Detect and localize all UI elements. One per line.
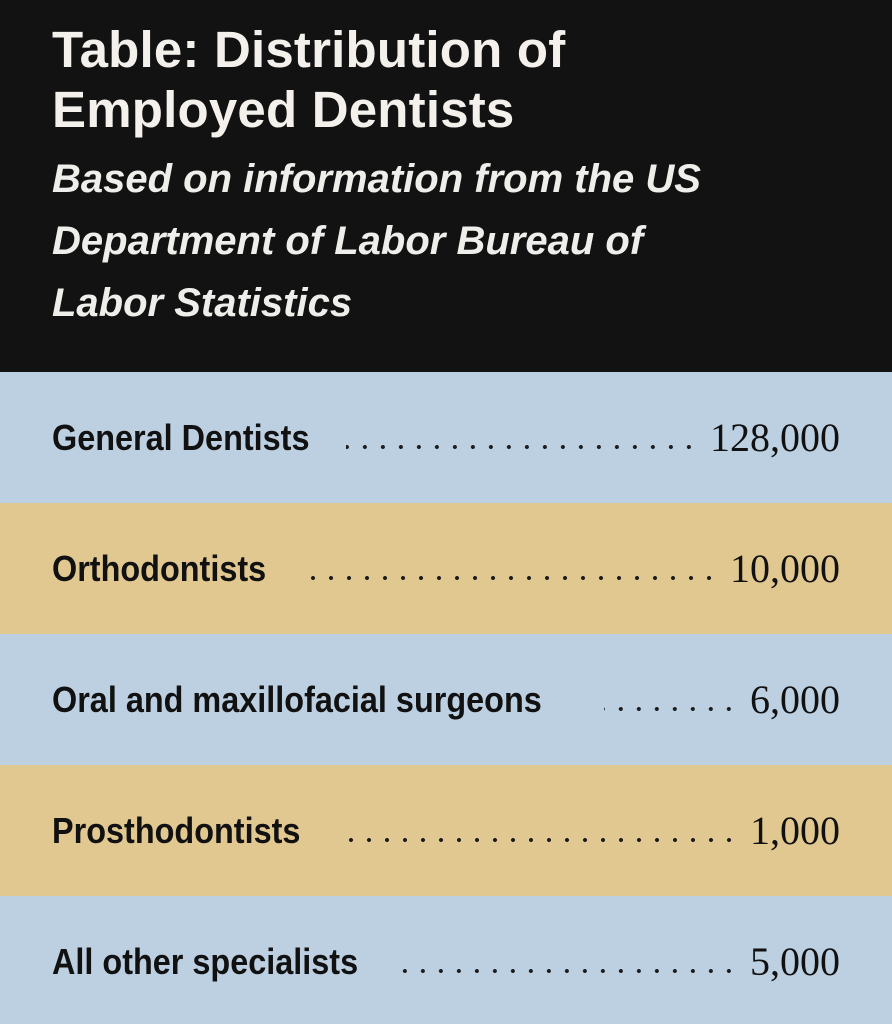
table-header — [0, 0, 892, 372]
dot-leader — [336, 836, 738, 844]
table-rows — [0, 372, 892, 1024]
row-value: 128,000 — [710, 415, 840, 460]
table-row-prosthodontists — [0, 765, 892, 896]
row-label: Orthodontists — [52, 547, 267, 589]
table-row-orthodontists — [0, 503, 892, 634]
table-row-general-dentists — [0, 372, 892, 503]
row-label: Oral and maxillofacial surgeons — [52, 678, 542, 720]
row-value: 6,000 — [750, 677, 840, 722]
table-row-other-specialists — [0, 896, 892, 1024]
row-label: General Dentists — [52, 416, 310, 458]
table-subtitle: Based on information from the US Department of Labor Bureau of Labor Statistics — [52, 157, 701, 325]
row-value: 5,000 — [750, 939, 840, 984]
dot-leader — [298, 574, 718, 582]
row-label: Prosthodontists — [52, 809, 301, 851]
table-title: Table: Distribution of Employed Dentists — [52, 21, 566, 138]
dot-leader — [604, 705, 738, 713]
table-row-oral-surgeons — [0, 634, 892, 765]
dot-leader — [400, 967, 738, 975]
row-value: 1,000 — [750, 808, 840, 853]
dot-leader — [346, 443, 698, 451]
row-value: 10,000 — [730, 546, 840, 591]
row-label: All other specialists — [52, 940, 359, 982]
